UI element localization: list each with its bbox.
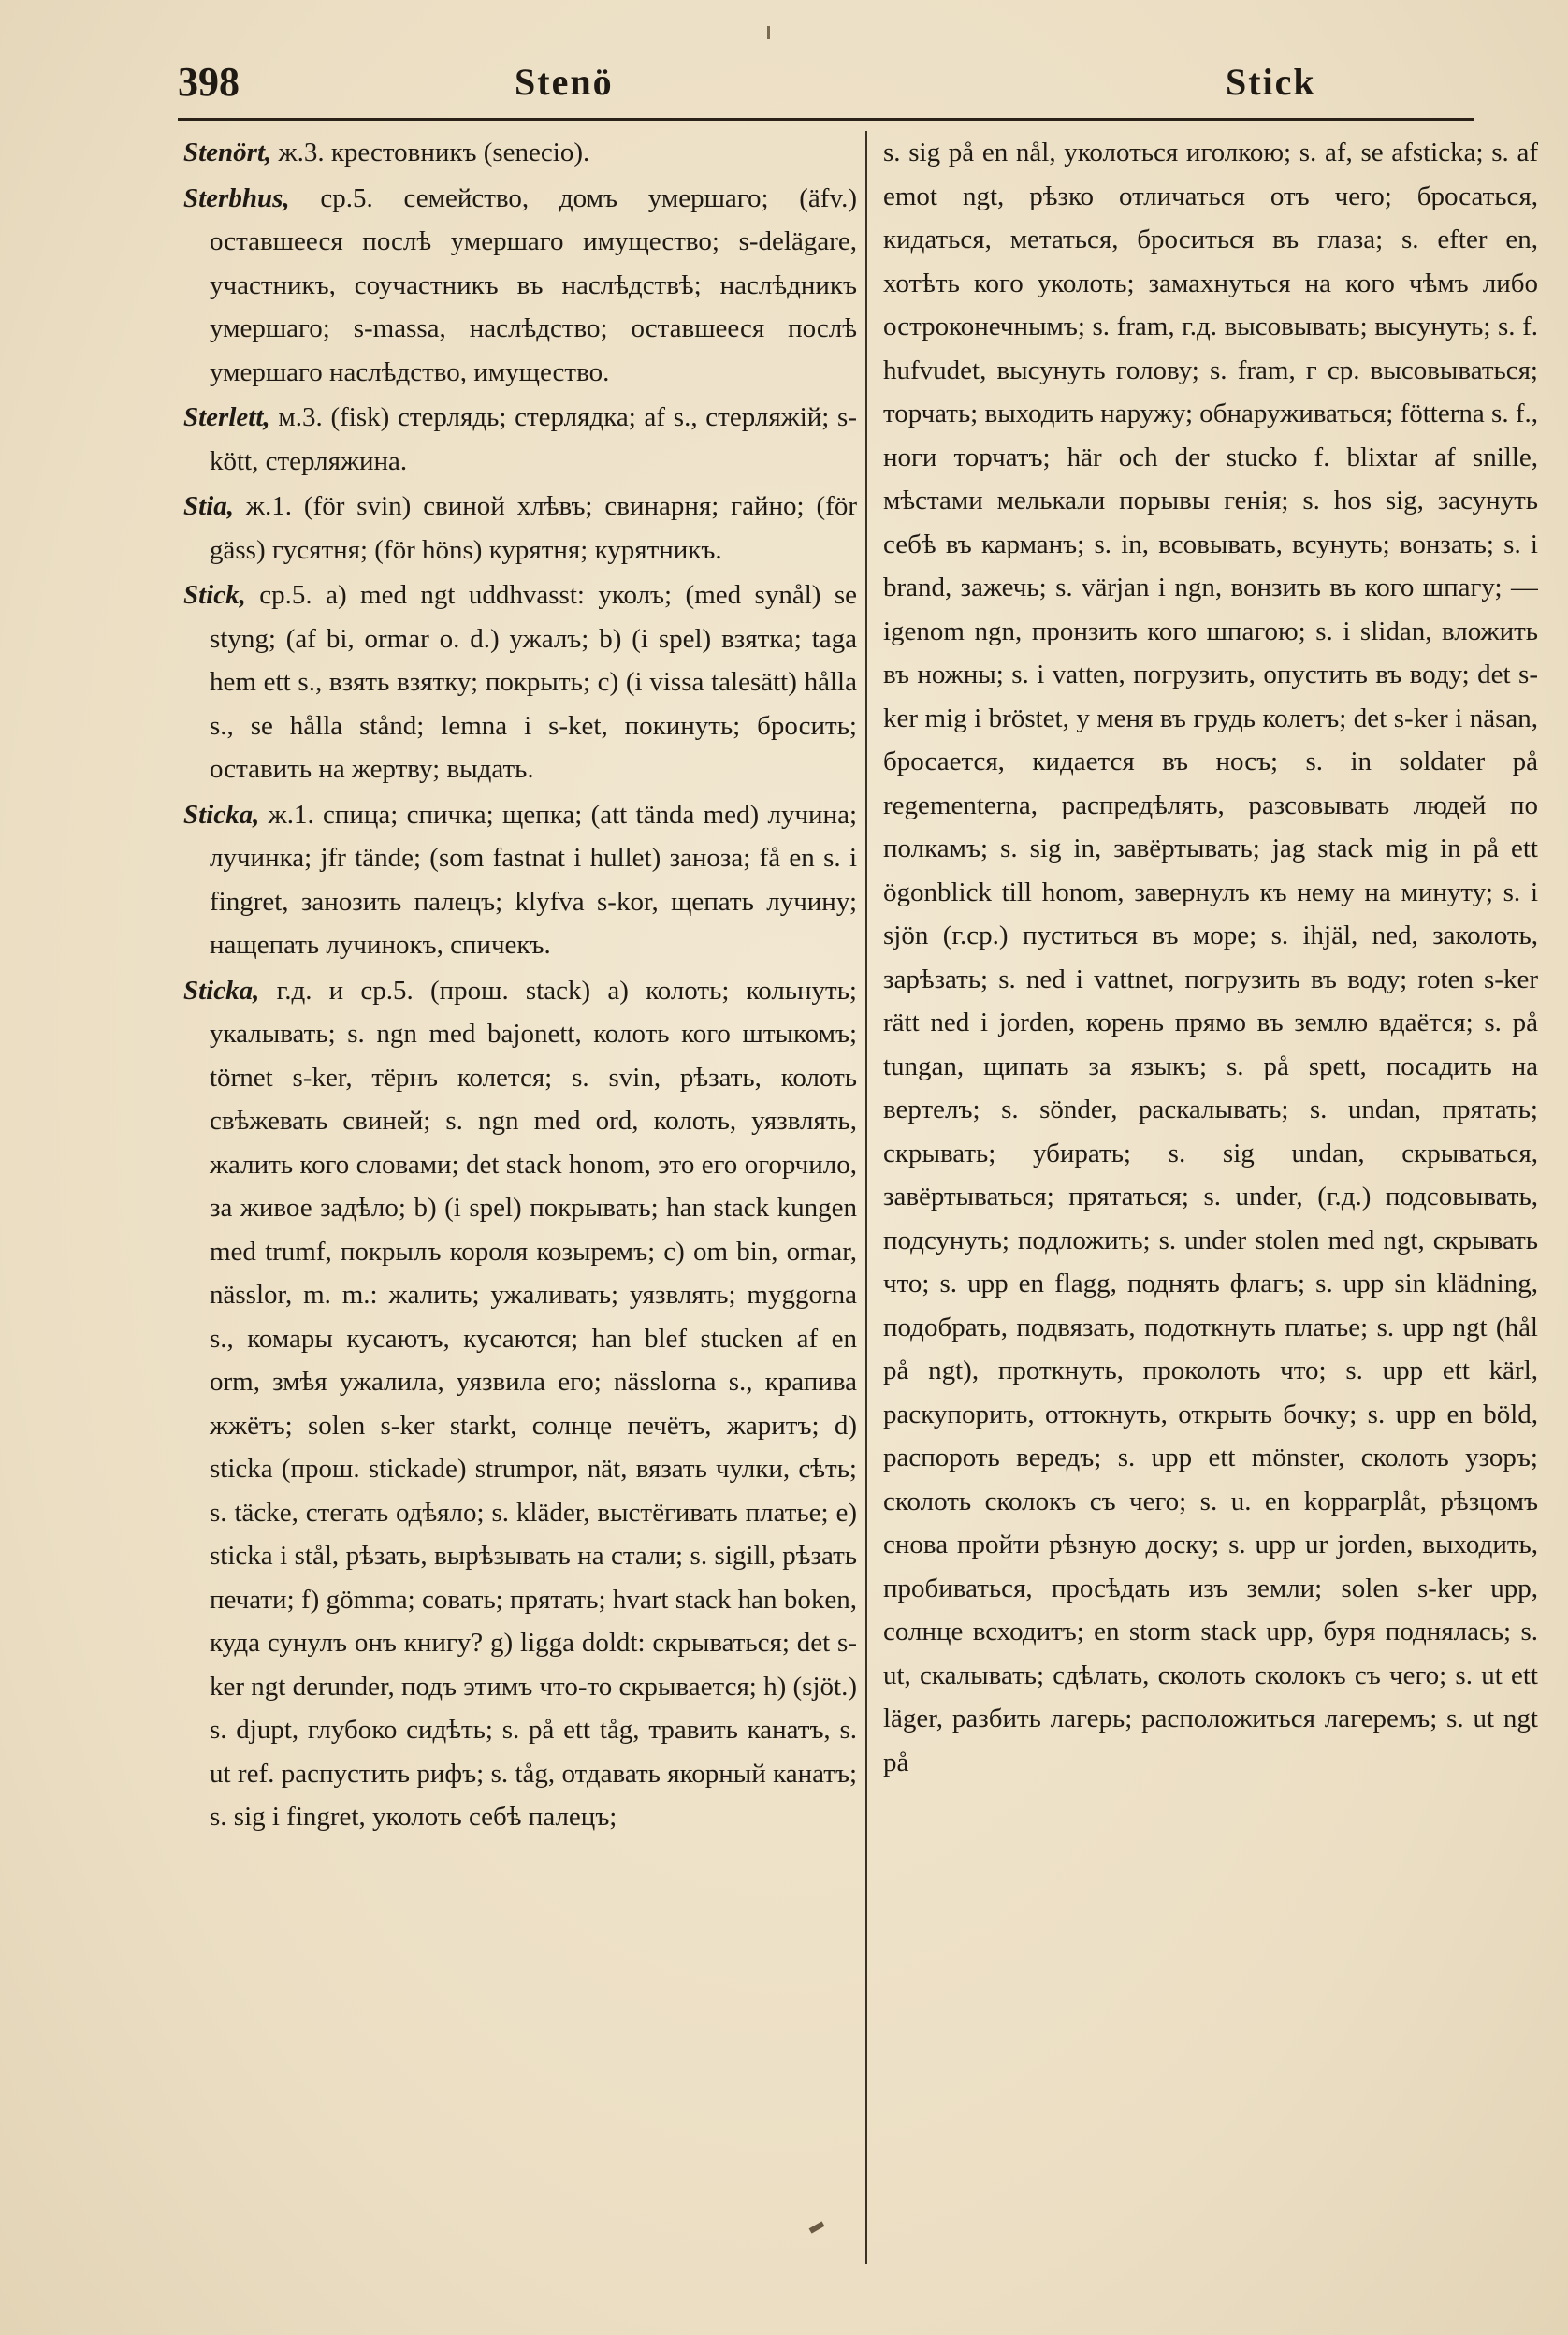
- entry-text: г.д. и ср.5. (прош. stack) a) колоть; кольнуть; укалывать; s. ngn med bajonett, колоть кого штыкомъ; törnet s-ker, тёрнъ колется; s. svin, рѣзать, колоть свѣжевать свиней; s. ngn med ord, колоть, уязвлять, жалить кого словами; det stack honom, это его огорчило, за живое задѣло; b) (i spel) покрывать; han stack kungen med trumf, покрылъ короля козыремъ; c) om bin, ormar, nässlor, m. m.: жалить; ужаливать; уязвлять; myggorna s., комары кусаютъ, кусаются; han blef stucken af en orm, змѣя ужалила, уязвила его; nässlorna s., крапива жжётъ; solen s-ker starkt, солнце печётъ, жаритъ; d) sticka (прош. stickade) strumpor, nät, вязать чулки, сѣть; s. täcke, стегать одѣяло; s. kläder, выстёгивать платье; e) sticka i stål, рѣзать, вырѣзывать на стали; s. sigill, рѣзать печати; f) gömma; совать; прятать; hvart stack han boken, куда сунулъ онъ книгу? g) ligga doldt: скрываться; det s-ker ngt derunder, подъ этимъ что-то скрывается; h) (sjöt.) s. djupt, глубоко сидѣть; s. på ett tåg, травить канатъ, s. ut ref. распустить рифъ; s. tåg, отдавать якорный канатъ; s. sig i fingret, уколоть себѣ палецъ;: [210, 975, 857, 1832]
- entry-text: ж.1. спица; спичка; щепка; (att tända med) лучина; лучинка; jfr tände; (som fastnat i hullet) заноза; få en s. i fingret, занозить палецъ; klyfva s-kor, щепать лучину; нащепать лучинокъ, спичекъ.: [210, 799, 857, 960]
- entry-text: ср.5. семейство, домъ умершаго; (äfv.) оставшееся послѣ умершаго имущество; s-delägare, участникъ, соучастникъ въ наслѣдствѣ; наслѣдникъ умершаго; s-massa, наслѣдство; оставшееся послѣ умершаго наслѣдство, имущество.: [210, 182, 857, 387]
- dictionary-entry: [183, 396, 857, 483]
- ink-speck: [767, 26, 770, 39]
- right-column: [883, 131, 1538, 2273]
- entry-headword: Stenört,: [183, 138, 272, 167]
- running-head: [178, 58, 1465, 114]
- entry-headword: Sterlett,: [183, 402, 270, 432]
- entry-text: ж.1. (för svin) свиной хлѣвъ; свинарня; гайно; (för gäss) гусятня; (för höns) курятня; курятникъ.: [210, 491, 857, 565]
- guide-word-left: Stenö: [515, 61, 614, 103]
- guide-word-right: Stick: [1226, 61, 1316, 103]
- entry-headword: Sticka,: [183, 799, 260, 830]
- left-column: [183, 131, 857, 2273]
- entry-text: ср.5. a) med ngt uddhvasst: уколъ; (med synål) se styng; (af bi, ormar o. d.) ужалъ; b) (i spel) взятка; taga hem ett s., взять взятку; покрыть; c) (i vissa talesätt) hålla s., se hålla stånd; lemna i s-ket, покинуть; бросить; оставить на жертву; выдать.: [210, 580, 857, 784]
- entry-text: м.3. (fisk) стерлядь; стерлядка; af s., стерляжій; s-kött, стерляжина.: [210, 402, 857, 476]
- dictionary-entry: [183, 969, 857, 1839]
- dictionary-entry: [183, 573, 857, 791]
- dictionary-entry: [183, 485, 857, 572]
- entry-headword: Stick,: [183, 580, 246, 610]
- dictionary-entry: [183, 177, 857, 395]
- dictionary-entry: [183, 131, 857, 175]
- entry-headword: Sticka,: [183, 975, 260, 1006]
- column-divider: [865, 131, 867, 2264]
- page-number: 398: [178, 59, 240, 105]
- dictionary-entry: [183, 793, 857, 967]
- header-rule: [178, 118, 1474, 121]
- entry-text: ж.3. крестовникъ (senecio).: [271, 138, 590, 167]
- entry-headword: Sterbhus,: [183, 182, 290, 213]
- entry-headword: Stia,: [183, 491, 234, 521]
- entry-continuation: s. sig på en nål, уколоться иголкою; s. af, se afsticka; s. af emot ngt, рѣзко отличаться отъ чего; бросаться, кидаться, метаться, броситься въ глаза; s. efter en, хотѣть кого уколоть; замахнуться на кого чѣмъ либо остроконечнымъ; s. fram, г.д. высовывать; высунуть; s. f. hufvudet, высунуть голову; s. fram, г ср. высовываться; торчать; выходить наружу; обнаруживаться; fötterna s. f., ноги торчатъ; här och der stucko f. blixtar af snille, мѣстами мелькали порывы генія; s. hos sig, засунуть себѣ въ карманъ; s. in, всовывать, всунуть; вонзать; s. i brand, зажечь; s. värjan i ngn, вонзить въ кого шпагу; — igenom ngn, пронзить кого шпагою; s. i slidan, вложить въ ножны; s. i vatten, погрузить, опустить въ воду; det s-ker mig i bröstet, у меня въ грудь колетъ; det s-ker i näsan, бросается, кидается въ носъ; s. in soldater på regementerna, распредѣлять, разсовывать людей по полкамъ; s. sig in, завёртывать; jag stack mig in på ett ögonblick till honom, завернулъ къ нему на минуту; s. i sjön (г.ср.) пуститься въ море; s. ihjäl, ned, заколоть, зарѣзать; s. ned i vattnet, погрузить въ воду; roten s-ker rätt ned i jorden, корень прямо въ землю вдаётся; s. på tungan, щипать за языкъ; s. på spett, посадить на вертелъ; s. sönder, раскалывать; s. undan, прятать; скрывать; убирать; s. sig undan, скрываться, завёртываться; прятаться; s. under, (г.д.) подсовывать, подсунуть; подложить; s. under stolen med ngt, скрывать что; s. upp en flagg, поднять флагъ; s. upp sin klädning, подобрать, подвязать, подоткнуть платье; s. upp ngt (hål på ngt), проткнуть, проколоть что; s. upp ett kärl, раскупорить, оттокнуть, открыть бочку; s. upp en böld, распороть вередъ; s. upp ett mönster, сколоть узоръ; сколоть сколокъ съ чего; s. u. en kopparplåt, рѣзцомъ снова пройти рѣзную доску; s. upp ur jorden, выходить, пробиваться, просѣдать изъ земли; solen s-ker upp, солнце всходитъ; en storm stack upp, буря поднялась; s. ut, скалывать; сдѣлать, сколоть сколокъ съ чего; s. ut ett läger, разбить лагерь; расположиться лагеремъ; s. ut ngt på: [883, 138, 1538, 1777]
